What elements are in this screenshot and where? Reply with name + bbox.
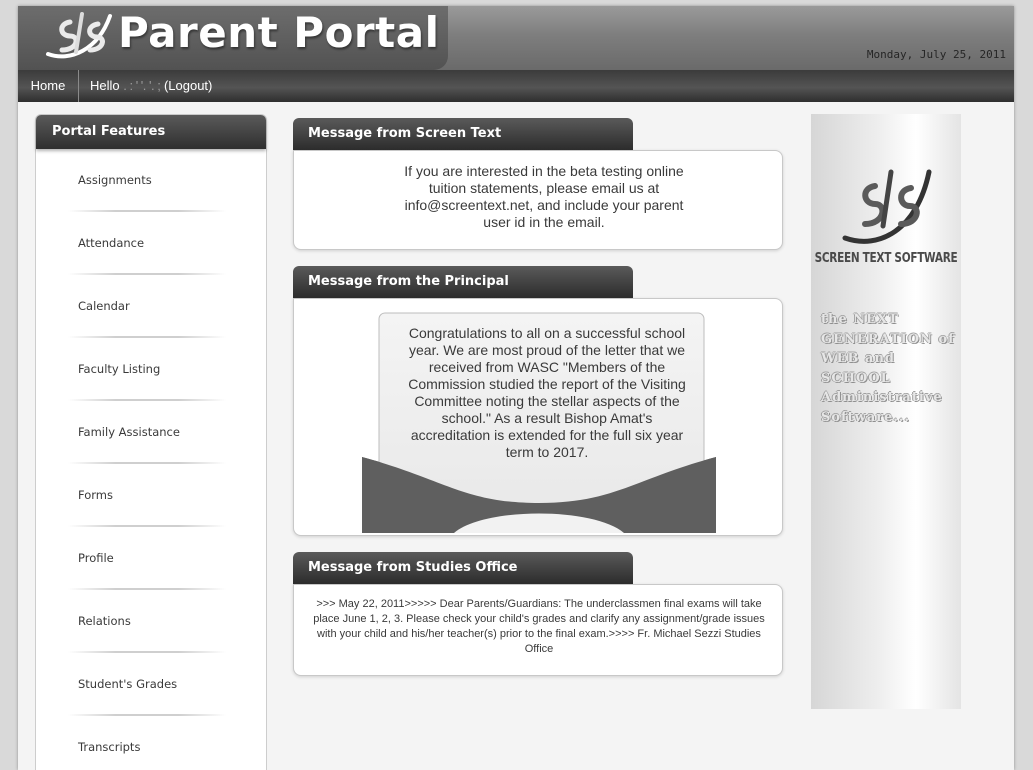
sidebar-item-relations[interactable] (36, 590, 266, 653)
message-title: Message from Screen Text (293, 118, 633, 150)
greeting-prefix: Hello (90, 78, 120, 93)
sidebar-item-transcripts[interactable] (36, 716, 266, 770)
message-body (293, 584, 783, 676)
sidebar-item-attendance[interactable] (36, 212, 266, 275)
sts-logo-icon (40, 10, 116, 66)
header-banner (18, 6, 1014, 70)
sidebar-menu (36, 149, 266, 770)
sidebar-item-label[interactable]: Assignments (78, 173, 152, 187)
greeting (90, 70, 212, 102)
portal-features-sidebar (35, 114, 267, 770)
message-text: >>> May 22, 2011>>>>> Dear Parents/Guardians: The underclassmen final exams will take place June 1, 2, 3. Please check your child's grades and clarify any assignment/grade issues with your child and his/her teacher(s) prior to the final exam.>>>> Fr. Michael Sezzi Studies Office (313, 598, 765, 655)
message-text: If you are interested in the beta testing online tuition statements, please email us at info@screentext.net, and include your parent user id in the email. (404, 163, 684, 230)
ad-tagline: the NEXT GENERATION of WEB and SCHOOL Administrative Software... (821, 312, 955, 425)
message-title: Message from Studies Office (293, 552, 633, 584)
greeting-user-name: . : ' '. '. ; (123, 78, 161, 93)
message-body (293, 298, 783, 536)
screen-text-software-ad[interactable] (811, 114, 961, 709)
sidebar-item-students-grades[interactable] (36, 653, 266, 716)
sidebar-header: Portal Features (36, 115, 266, 149)
message-body (293, 150, 783, 250)
sidebar-item-family-assistance[interactable] (36, 401, 266, 464)
sts-logo-icon (839, 164, 935, 250)
nav-home-link[interactable]: Home (18, 70, 79, 102)
sidebar-item-profile[interactable] (36, 527, 266, 590)
top-navbar (18, 70, 1014, 102)
sidebar-item-label[interactable]: Attendance (78, 236, 145, 250)
message-text: Congratulations to all on a successful school year. We are most proud of the letter that we received from WASC "Members of the Commission studied the report of the Visiting Committee noting the stellar aspects of the school." As a result Bishop Amat's accreditation is extended for the full six year term to 2017. (408, 325, 686, 460)
sidebar-item-label[interactable]: Relations (78, 614, 131, 628)
sidebar-item-label[interactable]: Transcripts (78, 740, 141, 754)
sidebar-item-faculty-listing[interactable] (36, 338, 266, 401)
header-title-area (18, 6, 448, 70)
sidebar-item-label[interactable]: Profile (78, 551, 114, 565)
sidebar-item-calendar[interactable] (36, 275, 266, 338)
message-title: Message from the Principal (293, 266, 633, 298)
sidebar-item-label[interactable]: Faculty Listing (78, 362, 161, 376)
portal-title: Parent Portal (118, 8, 440, 57)
ad-brand-name: SCREEN TEXT SOFTWARE (814, 250, 958, 266)
logout-link[interactable]: (Logout) (163, 78, 213, 93)
sidebar-item-assignments[interactable] (36, 149, 266, 212)
sidebar-item-label[interactable]: Forms (78, 488, 113, 502)
sidebar-item-label[interactable]: Calendar (78, 299, 130, 313)
sidebar-item-label[interactable]: Family Assistance (78, 425, 180, 439)
current-date: Monday, July 25, 2011 (866, 48, 1006, 61)
sidebar-item-forms[interactable] (36, 464, 266, 527)
sidebar-item-label[interactable]: Student's Grades (78, 677, 178, 691)
browser-page (18, 6, 1014, 770)
